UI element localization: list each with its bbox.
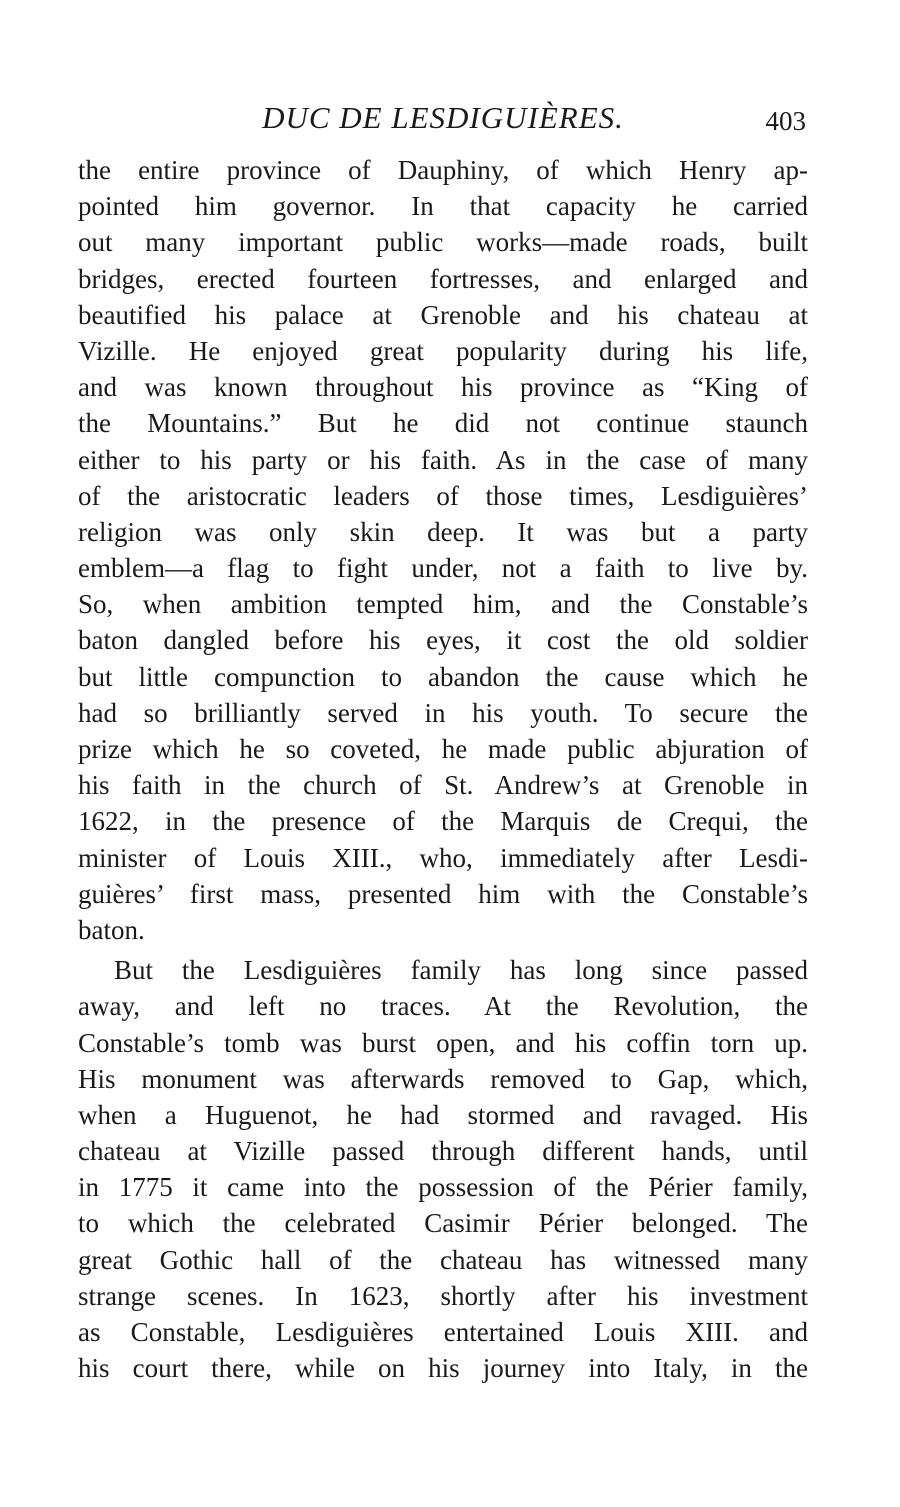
text-line: baton dangled before his eyes, it cost the old soldier [78,625,808,656]
text-line: away, and left no traces. At the Revolution, the [78,991,808,1022]
text-line: either to his party or his faith. As in the case of many [78,444,808,475]
text-line: when a Huguenot, he had stormed and ravaged. His [78,1099,808,1130]
paragraph-2 [78,952,808,1386]
paragraph-1 [78,152,808,948]
text-line: 1622, in the presence of the Marquis de Crequi, the [78,806,808,837]
text-line: bridges, erected fourteen fortresses, and enlarged and [78,263,808,294]
text-line: So, when ambition tempted him, and the Constable’s [78,589,808,620]
text-line: of the aristocratic leaders of those times, Lesdiguières’ [78,480,808,511]
text-line: emblem—a flag to fight under, not a faith to live by. [78,553,808,584]
text-line: baton. [78,914,145,945]
text-line: beautified his palace at Grenoble and his chateau at [78,299,808,330]
text-line: had so brilliantly served in his youth. To secure the [78,697,808,728]
text-line: in 1775 it came into the possession of the Périer family, [78,1172,808,1203]
running-title: DUC DE LESDIGUIÈRES. [262,100,624,135]
page-number: 403 [765,106,806,136]
text-line: Constable’s tomb was burst open, and his coffin torn up. [78,1027,808,1058]
text-line: great Gothic hall of the chateau has witnessed many [78,1244,808,1275]
text-line: out many important public works—made roads, built [78,227,808,258]
text-line: to which the celebrated Casimir Périer belonged. The [78,1208,808,1239]
text-line: and was known throughout his province as “King of [78,372,808,403]
text-line: strange scenes. In 1623, shortly after his investment [78,1280,808,1311]
running-head [78,96,808,140]
text-line: guières’ first mass, presented him with the Constable’s [78,878,808,909]
text-line: but little compunction to abandon the cause which he [78,661,808,692]
text-line: pointed him governor. In that capacity he carried [78,191,808,222]
text-line: Vizille. He enjoyed great popularity during his life, [78,335,808,366]
text-line: his court there, while on his journey into Italy, in the [78,1353,808,1384]
text-line: chateau at Vizille passed through different hands, until [78,1136,808,1167]
text-line: the Mountains.” But he did not continue staunch [78,408,808,439]
text-line: His monument was afterwards removed to Gap, which, [78,1063,808,1094]
text-line: But the Lesdiguières family has long since passed [114,955,808,986]
body-text [78,152,808,1386]
text-line: prize which he so coveted, he made public abjuration of [78,734,808,764]
text-line: his faith in the church of St. Andrew’s at Grenoble in [78,770,808,801]
text-line: minister of Louis XIII., who, immediately after Lesdi- [78,842,808,873]
text-line: the entire province of Dauphiny, of which Henry ap- [78,155,808,185]
text-line: religion was only skin deep. It was but a party [78,516,808,547]
text-line: as Constable, Lesdiguières entertained Louis XIII. and [78,1317,808,1347]
